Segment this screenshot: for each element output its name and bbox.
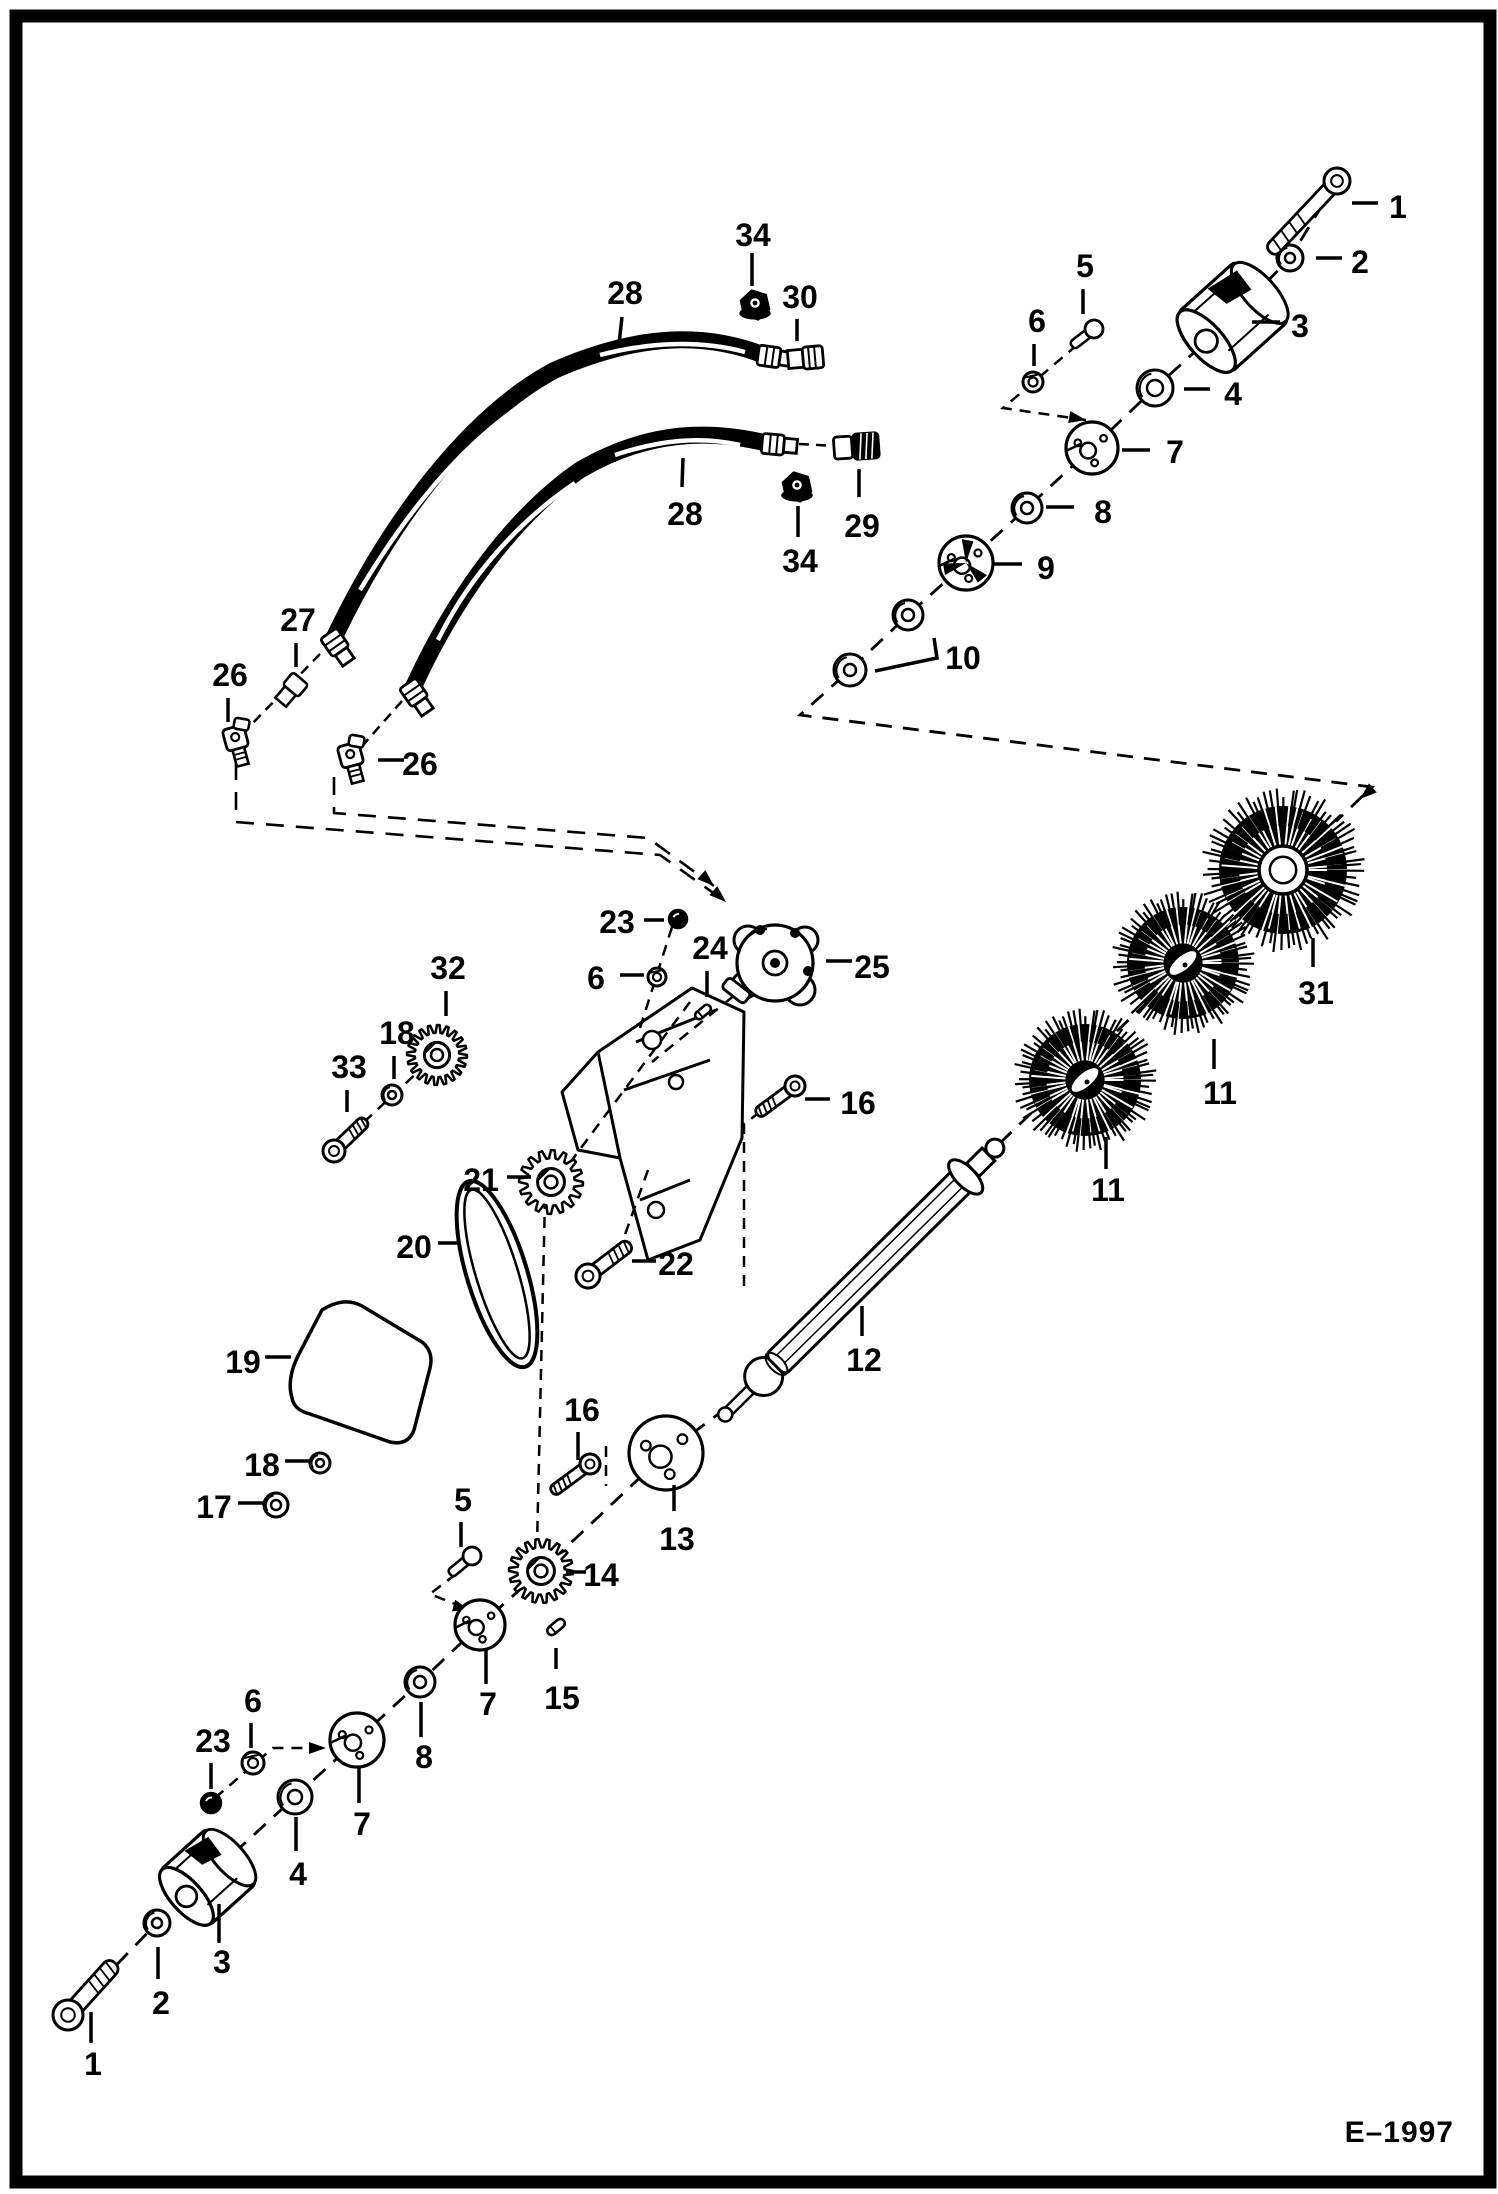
callout-31 bbox=[1298, 938, 1334, 1011]
diagram-shape bbox=[753, 301, 758, 306]
diagram-shape bbox=[290, 1302, 431, 1443]
callout-number: 2 bbox=[1351, 244, 1369, 280]
coupler-hub bbox=[1167, 252, 1298, 382]
callout-number: 1 bbox=[1389, 189, 1407, 225]
callout-number: 22 bbox=[658, 1246, 694, 1282]
diagram-shape bbox=[414, 1676, 426, 1688]
callout-13 bbox=[659, 1485, 695, 1557]
assembly-axis-dashed bbox=[744, 1112, 760, 1288]
diagram-shape bbox=[653, 973, 661, 981]
diagram-shape bbox=[1182, 1001, 1183, 1033]
straight-fitting bbox=[787, 346, 824, 371]
callout-34 bbox=[735, 217, 771, 286]
assembly-axis-dashed bbox=[537, 1198, 545, 1545]
callout-34 bbox=[782, 506, 818, 579]
drive-motor bbox=[721, 925, 818, 1005]
callout-number: 6 bbox=[244, 1683, 262, 1719]
screw bbox=[1066, 316, 1106, 353]
flanged-cap-nut bbox=[781, 472, 813, 501]
diagram-shape bbox=[1080, 443, 1096, 459]
diagram-shape bbox=[288, 1790, 302, 1804]
callout-number: 28 bbox=[607, 275, 643, 311]
callout-26 bbox=[212, 657, 248, 722]
washer bbox=[834, 654, 866, 686]
diagram-shape bbox=[965, 575, 972, 582]
sprocket bbox=[519, 1150, 583, 1214]
bolt bbox=[47, 1953, 126, 2036]
callout-number: 5 bbox=[454, 1482, 472, 1518]
diagram-shape bbox=[902, 609, 914, 621]
diagram-shape bbox=[790, 928, 800, 938]
callout-number: 20 bbox=[396, 1229, 432, 1265]
hydraulic-hose bbox=[412, 435, 770, 690]
diagram-shape bbox=[678, 1434, 688, 1444]
callout-number: 7 bbox=[479, 1686, 497, 1722]
diagram-shape bbox=[469, 1620, 484, 1635]
callout-number: 30 bbox=[782, 279, 818, 315]
diagram-shape bbox=[665, 1469, 675, 1479]
callout-leader bbox=[875, 638, 937, 671]
bearing-flange bbox=[1066, 422, 1118, 474]
straight-fitting bbox=[273, 672, 308, 709]
callout-8 bbox=[415, 1702, 433, 1775]
bolt bbox=[318, 1112, 373, 1166]
elbow-fitting bbox=[335, 731, 376, 785]
callout-7 bbox=[479, 1650, 497, 1722]
callout-number: 23 bbox=[599, 904, 635, 940]
diagram-shape bbox=[1147, 380, 1163, 396]
arrowhead bbox=[309, 1742, 326, 1754]
diagram-shape bbox=[345, 749, 355, 759]
diagram-shape bbox=[488, 1612, 495, 1619]
assembly-axis-dashed bbox=[799, 444, 836, 446]
callout-16 bbox=[564, 1392, 600, 1460]
callout-22 bbox=[632, 1246, 694, 1282]
bolt bbox=[1261, 163, 1356, 261]
callout-number: 18 bbox=[244, 1447, 280, 1483]
washer bbox=[264, 1493, 288, 1517]
plug-fitting bbox=[833, 431, 881, 462]
callout-number: 6 bbox=[1028, 303, 1046, 339]
roll-pin bbox=[694, 1003, 713, 1021]
diagram-shape bbox=[803, 966, 813, 976]
diagram-shape bbox=[356, 1752, 363, 1759]
diagram-shape bbox=[1084, 1118, 1085, 1150]
diagram-shape bbox=[479, 1636, 486, 1643]
callout-11 bbox=[1091, 1137, 1125, 1208]
hose-fitting bbox=[761, 433, 798, 456]
diagram-shape bbox=[348, 734, 365, 747]
diagram-shape bbox=[669, 910, 687, 928]
callout-15 bbox=[544, 1648, 580, 1716]
diagram-shape bbox=[669, 1075, 683, 1089]
diagram-shape bbox=[1029, 378, 1038, 387]
callout-number: 31 bbox=[1298, 975, 1334, 1011]
diagram-shape bbox=[1281, 914, 1282, 950]
callout-number: 16 bbox=[840, 1085, 876, 1121]
callout-7 bbox=[1122, 434, 1184, 470]
washer bbox=[405, 1667, 435, 1697]
callout-number: 34 bbox=[735, 217, 771, 253]
diagram-shape bbox=[535, 1565, 548, 1578]
diagram-shape bbox=[201, 1793, 221, 1813]
washer bbox=[278, 1780, 312, 1814]
callout-number: 28 bbox=[667, 496, 703, 532]
bolt bbox=[571, 1234, 637, 1292]
callout-number: 8 bbox=[415, 1739, 433, 1775]
callout-26 bbox=[378, 746, 438, 782]
callout-30 bbox=[782, 279, 818, 341]
callout-18 bbox=[244, 1447, 309, 1483]
brush-wheel bbox=[1113, 892, 1255, 1035]
ball-stud bbox=[669, 910, 687, 928]
callout-12 bbox=[846, 1306, 882, 1378]
diagram-shape bbox=[431, 1049, 443, 1061]
callout-number: 29 bbox=[844, 508, 880, 544]
flanged-cap-nut bbox=[739, 290, 771, 319]
diagram-shape bbox=[833, 436, 852, 459]
diagram-shape bbox=[562, 1052, 620, 1158]
callout-5 bbox=[454, 1482, 472, 1547]
callout-number: 32 bbox=[430, 950, 466, 986]
callout-number: 11 bbox=[1203, 1075, 1237, 1111]
diagram-shape bbox=[694, 1003, 713, 1021]
callout-number: 7 bbox=[1166, 434, 1184, 470]
diagram-shape bbox=[844, 664, 856, 676]
diagram-shape bbox=[624, 1060, 710, 1090]
callout-number: 8 bbox=[1094, 494, 1112, 530]
callout-6 bbox=[244, 1683, 262, 1748]
callout-number: 19 bbox=[225, 1344, 261, 1380]
assembly-axis-dashed bbox=[236, 762, 726, 902]
diagram-shape bbox=[1100, 435, 1107, 442]
callout-number: 7 bbox=[353, 1806, 371, 1842]
callout-33 bbox=[331, 1049, 367, 1112]
callout-23 bbox=[195, 1723, 231, 1789]
diagram-shape bbox=[365, 1726, 372, 1733]
diagram-shape bbox=[784, 1186, 963, 1363]
callout-number: 18 bbox=[379, 1015, 415, 1051]
washer bbox=[382, 1085, 402, 1105]
callout-number: 17 bbox=[196, 1489, 232, 1525]
callout-number: 12 bbox=[846, 1342, 882, 1378]
callout-number: 4 bbox=[1224, 376, 1242, 412]
diagram-shape bbox=[1183, 963, 1188, 968]
callout-27 bbox=[280, 602, 316, 667]
diagram-shape bbox=[1085, 1080, 1090, 1085]
mounting-bracket bbox=[562, 988, 744, 1260]
diagram-shape bbox=[388, 1091, 396, 1099]
callout-4 bbox=[289, 1817, 307, 1892]
callout-number: 25 bbox=[854, 949, 890, 985]
belt-cover bbox=[290, 1302, 431, 1443]
callout-28 bbox=[667, 458, 703, 532]
washer bbox=[1137, 370, 1173, 406]
bolt bbox=[546, 1450, 604, 1500]
hydraulic-cylinder bbox=[705, 1126, 1017, 1435]
assembly-axis-dashed bbox=[364, 701, 402, 744]
callout-number: 33 bbox=[331, 1049, 367, 1085]
callout-32 bbox=[430, 950, 466, 1016]
diagram-shape bbox=[640, 1180, 690, 1200]
hex-nut bbox=[1023, 372, 1043, 392]
callout-number: 10 bbox=[945, 640, 981, 676]
callout-number: 5 bbox=[1076, 248, 1094, 284]
assembly-axis-dashed bbox=[334, 777, 714, 886]
bearing-flange bbox=[629, 1416, 703, 1490]
arrowhead bbox=[709, 886, 730, 906]
diagram-shape bbox=[641, 1441, 651, 1451]
callout-29 bbox=[844, 469, 880, 544]
washer bbox=[310, 1453, 330, 1473]
washer bbox=[1012, 493, 1042, 523]
callout-number: 26 bbox=[402, 746, 438, 782]
callout-20 bbox=[396, 1229, 460, 1265]
callout-6 bbox=[1028, 303, 1046, 366]
callout-number: 11 bbox=[1091, 1172, 1125, 1208]
callout-number: 14 bbox=[583, 1557, 619, 1593]
diagram-shape bbox=[761, 433, 785, 455]
diagram-shape bbox=[974, 549, 981, 556]
callout-4 bbox=[1184, 376, 1242, 412]
callout-7 bbox=[353, 1768, 371, 1842]
diagram-shape bbox=[271, 1500, 281, 1510]
callout-18 bbox=[379, 1015, 415, 1079]
callout-19 bbox=[225, 1344, 291, 1380]
diagram-shape bbox=[1270, 857, 1296, 883]
bearing-flange bbox=[330, 1713, 384, 1767]
diagram-shape bbox=[1021, 502, 1033, 514]
callout-number: 16 bbox=[564, 1392, 600, 1428]
callout-1 bbox=[1352, 189, 1407, 225]
callout-number: 23 bbox=[195, 1723, 231, 1759]
callout-16 bbox=[805, 1085, 876, 1121]
callout-14 bbox=[566, 1557, 619, 1593]
diagram-shape bbox=[230, 732, 240, 742]
callout-number: 24 bbox=[692, 930, 728, 966]
bearing-flange bbox=[939, 536, 993, 590]
diagram-shape bbox=[248, 1758, 258, 1768]
callout-number: 1 bbox=[84, 2046, 102, 2082]
diagram-shape bbox=[360, 382, 560, 590]
diagram-shape bbox=[233, 717, 250, 730]
callout-5 bbox=[1076, 248, 1094, 314]
callout-number: 26 bbox=[212, 657, 248, 693]
figure-code: E–1997 bbox=[1344, 2116, 1454, 2149]
callout-number: 3 bbox=[1291, 308, 1309, 344]
screw bbox=[444, 1543, 484, 1581]
callout-number: 15 bbox=[544, 1680, 580, 1716]
diagram-shape bbox=[777, 1178, 956, 1355]
diagram-shape bbox=[545, 1176, 558, 1189]
bolt bbox=[751, 1072, 809, 1122]
callout-28 bbox=[607, 275, 643, 344]
callout-23 bbox=[599, 904, 664, 940]
callout-8 bbox=[1046, 494, 1112, 530]
diagram-shape bbox=[412, 435, 770, 690]
diagram-shape bbox=[795, 483, 800, 488]
callout-number: 27 bbox=[280, 602, 316, 638]
diagram-shape bbox=[770, 958, 780, 968]
callout-17 bbox=[196, 1489, 263, 1525]
ball-stud bbox=[201, 1793, 221, 1813]
callout-number: 4 bbox=[289, 1856, 307, 1892]
diagram-shape bbox=[152, 1918, 162, 1928]
roll-pin bbox=[545, 1617, 566, 1637]
callout-10 bbox=[875, 638, 981, 676]
diagram-shape bbox=[648, 1202, 664, 1218]
diagram-shape bbox=[783, 438, 797, 453]
washer bbox=[144, 1910, 170, 1936]
hose-fitting bbox=[399, 678, 435, 718]
diagram-shape bbox=[345, 1735, 361, 1751]
bearing-flange bbox=[455, 1600, 505, 1650]
callout-25 bbox=[826, 949, 890, 985]
diagram-shape bbox=[802, 346, 824, 370]
callout-1 bbox=[84, 2012, 102, 2082]
sprocket bbox=[407, 1025, 467, 1085]
callout-number: 13 bbox=[659, 1521, 695, 1557]
callout-number: 3 bbox=[213, 1944, 231, 1980]
diagram-shape bbox=[1091, 459, 1098, 466]
diagram-shape bbox=[649, 1446, 671, 1468]
callout-number: 6 bbox=[587, 960, 605, 996]
diagram-shape bbox=[1285, 253, 1295, 263]
callout-number: 34 bbox=[782, 543, 818, 579]
brush-wheel bbox=[1015, 1009, 1157, 1152]
diagram-shape bbox=[545, 1617, 566, 1637]
sprocket bbox=[509, 1539, 573, 1603]
callout-number: 9 bbox=[1037, 550, 1055, 586]
callout-2 bbox=[1316, 244, 1369, 280]
washer bbox=[893, 600, 923, 630]
diagram-shape bbox=[643, 1031, 661, 1049]
callout-number: 21 bbox=[463, 1162, 499, 1198]
hex-nut bbox=[648, 968, 666, 986]
callout-leader bbox=[682, 458, 683, 487]
callout-9 bbox=[994, 550, 1055, 586]
callout-number: 2 bbox=[152, 1985, 170, 2021]
callout-2 bbox=[152, 1947, 170, 2021]
diagram-shape bbox=[316, 1459, 324, 1467]
callout-6 bbox=[587, 960, 644, 996]
hose-fitting bbox=[320, 628, 356, 668]
callout-11 bbox=[1203, 1039, 1237, 1111]
hex-nut bbox=[242, 1752, 264, 1774]
assembly-axis-dashed bbox=[1003, 345, 1086, 420]
